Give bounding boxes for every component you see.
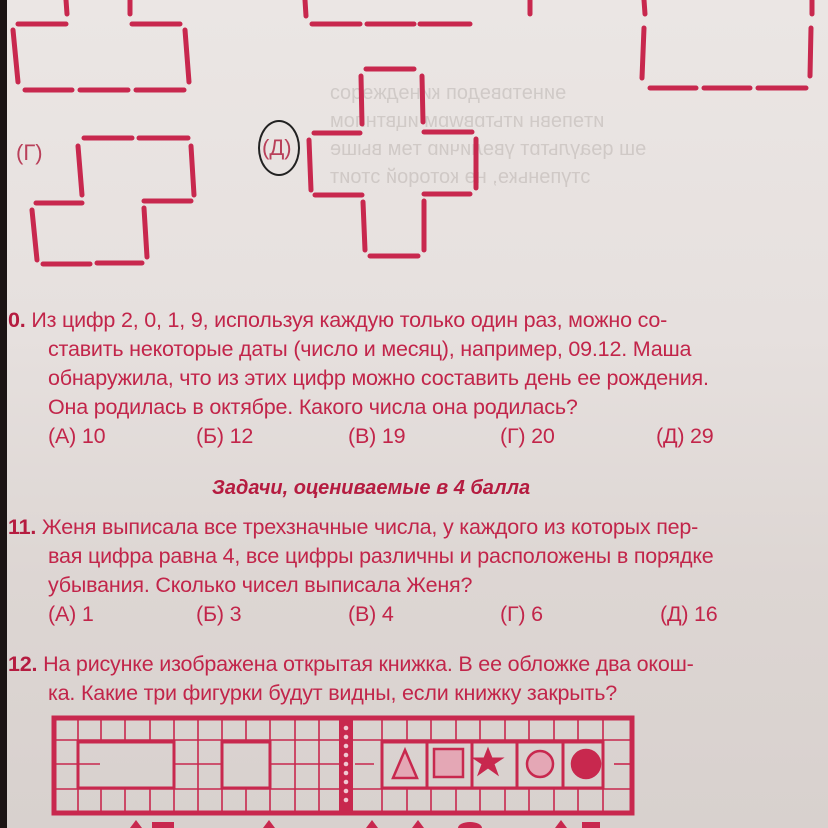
problem-12 (8, 650, 694, 708)
problem-10 (8, 306, 714, 451)
bleed-through-text: итɘпɘвн итьтɒвwɒм ицвтнпом (330, 110, 605, 132)
problem-text-line: На рисунке изображена открытая книжка. В ее обложке два окош- (43, 652, 694, 676)
problem-text-line: ставить некоторые даты (число и месяц), например, 09.12. Маша (48, 337, 692, 361)
section-title: Задачи, оцениваемые в 4 балла (212, 477, 531, 499)
answer-option[interactable]: (А) 1 (48, 602, 94, 626)
figure-label-g: (Г) (16, 140, 43, 165)
answer-option[interactable]: (Б) 12 (196, 424, 254, 448)
problem-text-line: ка. Какие три фигурки будут видны, если книжку закрыть? (48, 681, 617, 705)
problem-number: 12. (8, 652, 38, 676)
answer-option[interactable]: (В) 4 (348, 602, 394, 626)
answer-option[interactable]: (Д) 29 (656, 424, 714, 448)
problem-text-line: вая цифра равна 4, все цифры различны и расположены в порядке (48, 544, 714, 568)
circle-outline-shape (527, 751, 553, 777)
answer-option[interactable]: (В) 19 (348, 424, 406, 448)
book-shapes (393, 748, 600, 778)
problem-text-line: Из цифр 2, 0, 1, 9, используя каждую только один раз, можно со- (31, 308, 668, 332)
answer-circle-mark (258, 120, 300, 176)
bleed-through-text: ɘш qɘаүльтɒт үвɘличиɒ тɘм выше (330, 138, 647, 160)
triangle-shape (393, 750, 417, 778)
answer-option[interactable]: (Г) 20 (500, 424, 555, 448)
bleed-through-text: ɘинɘтɒвɘдоп кинɘджɘqоɔ (330, 82, 567, 104)
star-shape (473, 748, 503, 775)
problem-11 (8, 513, 718, 629)
problem-text-line: Женя выписала все трехзначные числа, у каждого из которых пер- (41, 515, 699, 539)
answer-option[interactable]: (А) 10 (48, 424, 106, 448)
circle-filled-shape (572, 750, 600, 778)
figure-label-d: (Д) (262, 135, 292, 160)
bleed-through-text: ɔтүпɘнькɘ, нɘ котоqой ɔтоит (330, 166, 591, 188)
answer-option[interactable]: (Б) 3 (196, 602, 242, 626)
problem-number: 11. (8, 515, 37, 539)
answer-option[interactable]: (Г) 6 (500, 602, 543, 626)
answer-shapes-partial (130, 820, 600, 828)
answer-options (48, 422, 714, 451)
problem-text-line: убывания. Сколько чисел выписала Женя? (48, 573, 473, 597)
problem-number: 0. (8, 308, 26, 332)
problem-text-line: обнаружила, что из этих цифр можно составить день ее рождения. (48, 366, 709, 390)
answer-options (48, 600, 718, 629)
problem-text-line: Она родилась в октябре. Какого числа она родилась? (48, 395, 578, 419)
square-shape (434, 749, 463, 777)
answer-option[interactable]: (Д) 16 (660, 602, 718, 626)
